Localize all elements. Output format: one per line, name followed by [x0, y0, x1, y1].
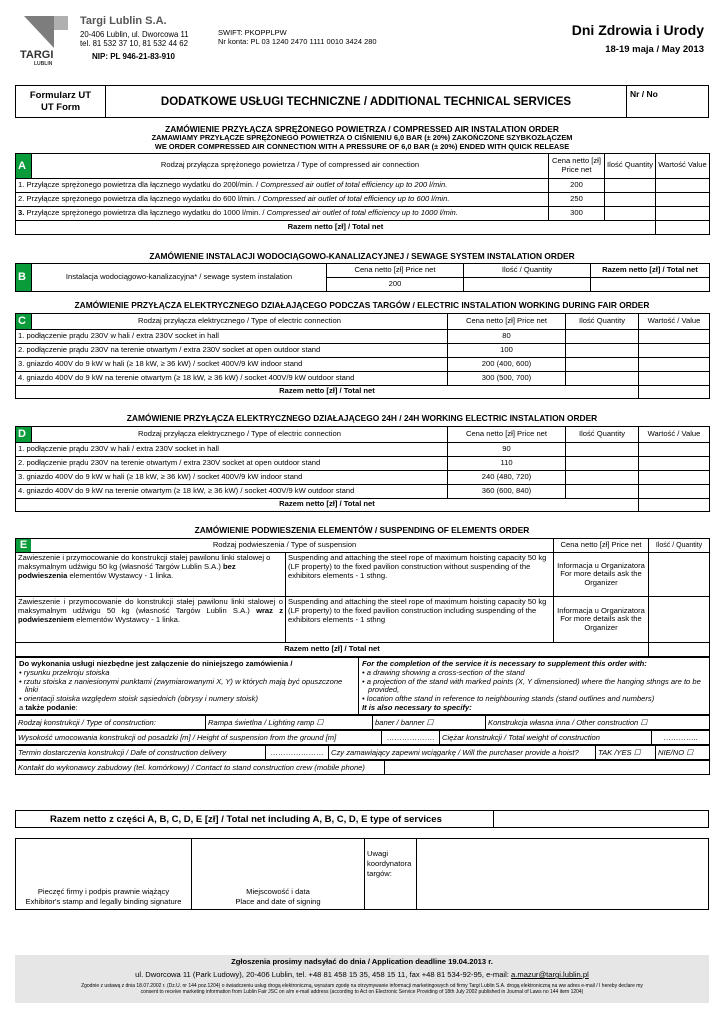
- row-number: 3.: [18, 207, 25, 217]
- table-row: 4. gniazdo 400V do 9 kW na terenie otwartym (≥ 18 kW, ≥ 36 kW) / socket 400V/9 kW outdoor stand: [16, 371, 448, 385]
- row-label-pl: Przyłącze sprężonego powietrza dla łącznego wydatku do 600 l/min. /: [26, 193, 263, 203]
- attachment-pl: [16, 658, 359, 715]
- list-item-text: orientacji stoiska względem stoisk sąsiednich (obrysy i numery stoisk): [23, 693, 259, 703]
- signature-block: [15, 838, 709, 910]
- section-c-total-label: Razem netto [zł] / Total net: [16, 385, 639, 398]
- section-b-table: [15, 263, 710, 292]
- row-label-en: Compressed air outlet of total efficiency up to 1000 l/min.: [266, 207, 458, 217]
- height-field[interactable]: ……………….: [382, 731, 440, 745]
- row-price: 200 (400, 600): [448, 357, 566, 371]
- row-label-pl: Przyłącze sprężonego powietrza dla łącznego wydatku do 1000 l/min. /: [26, 207, 267, 217]
- grand-total-row: [15, 810, 709, 828]
- attachment-en-also: It is also necessary to specify:: [362, 702, 472, 712]
- grand-total-field[interactable]: [494, 811, 708, 827]
- section-d-table: [15, 426, 710, 512]
- form-label: [16, 86, 106, 117]
- section-c-letter: C: [16, 314, 32, 330]
- row-price-info: Informacja u Organizatora For more details ask the Organizer: [554, 597, 649, 643]
- attachment-requirements: [15, 657, 710, 715]
- contact-label: Kontakt do wykonawcy zabudowy (tel. komórkowy) / Contact to stand construction crew (mobile phone): [16, 761, 385, 775]
- form-label-en: UT Form: [40, 101, 81, 113]
- table-row: 1. podłączenie prądu 230V w hali / extra 230V socket in hall: [16, 442, 448, 456]
- section-e: [15, 525, 709, 775]
- section-e-type-header: [16, 539, 554, 553]
- section-e-total-field[interactable]: [649, 643, 710, 657]
- delivery-date-field[interactable]: …………………: [266, 746, 329, 760]
- footer: [15, 955, 709, 1003]
- legal-consent-en: consent to receive marketing information from Lublin Fair JSC on a/m e-mail address (according to Act on Electronic Service Providing of 18th July 2002 published in Journal of Laws no 144 item 1204): [140, 989, 584, 995]
- row-price: 90: [448, 442, 566, 456]
- quantity-field[interactable]: [566, 442, 639, 456]
- row-label-en: Suspending and attaching the steel rope of maximum hoisting capacity 50 kg (LF property) to the fixed pavilion construction without suspending of the exhibitors elements - 1 sthng.: [286, 553, 554, 597]
- bank-info: [218, 28, 377, 46]
- section-a-qty-header: Ilość Quantity: [605, 153, 656, 178]
- place-label-en: Place and date of signing: [235, 897, 321, 907]
- value-field[interactable]: [639, 484, 710, 498]
- height-label: Wysokość umocowania konstrukcji od posadzki [m] / Height of suspension from the ground [m]: [16, 731, 382, 745]
- company-nip: NIP: PL 946-21-83-910: [92, 52, 176, 61]
- construction-height-row: [15, 730, 710, 745]
- quantity-field[interactable]: [649, 597, 710, 643]
- value-field[interactable]: [639, 371, 710, 385]
- table-row: [16, 206, 549, 220]
- section-c-value-header: Wartość / Value: [639, 314, 710, 330]
- list-item: • rzutu stoiska z naniesionymi punktami (zwymiarowanymi X, Y) w których mają być opuszczone linki: [19, 676, 343, 695]
- value-field[interactable]: [639, 470, 710, 484]
- section-a-total-label: Razem netto [zł] / Total net: [16, 220, 656, 234]
- table-row: 1. podłączenie prądu 230V w hali / extra 230V socket in hall: [16, 329, 448, 343]
- row-label-en: Compressed air outlet of total efficiency up to 600 l/min.: [262, 193, 450, 203]
- company-info: [80, 15, 230, 61]
- section-e-type-label: Rodzaj podwieszenia / Type of suspension: [212, 540, 357, 550]
- section-b-price: 200: [327, 278, 464, 292]
- row-price: 300: [549, 206, 605, 220]
- section-a-table: [15, 153, 710, 235]
- row-label-pl-end: elementów Wystawcy - 1 linka.: [67, 570, 174, 580]
- account-number: Nr konta: PL 03 1240 2470 1111 0010 3424 280: [218, 37, 377, 46]
- quantity-field[interactable]: [649, 553, 710, 597]
- legal-consent-pl: Zgodnie z ustawą z dnia 18.07.2002 r. (Dz.U. nr 144 poz.1204) o świadczeniu usług drogą elektroniczną, wyrażam zgodę na otrzymywanie informacji marketingowych od firmy Targi Lublin S.A. drogą elektroniczną na ww adres e-mail / I hereby declare my: [81, 983, 643, 989]
- quantity-field[interactable]: [566, 329, 639, 343]
- row-price: 200: [549, 178, 605, 192]
- quantity-field[interactable]: [605, 192, 656, 206]
- contact-row: [15, 760, 710, 775]
- value-field[interactable]: [639, 456, 710, 470]
- row-label-pl-bold: bez podwieszenia: [18, 561, 236, 580]
- quantity-field[interactable]: [464, 278, 591, 292]
- section-b-letter: B: [16, 264, 32, 292]
- section-d-letter: D: [16, 427, 32, 443]
- row-price: 110: [448, 456, 566, 470]
- table-row: 2. podłączenie prądu 230V na terenie otwartym / extra 230V socket at open outdoor stand: [16, 343, 448, 357]
- event-dates: 18-19 maja / May 2013: [605, 44, 704, 55]
- row-label-pl-bold: wraz z podwieszeniem: [18, 605, 283, 624]
- row-number: 2.: [18, 193, 25, 203]
- section-e-letter: E: [16, 539, 31, 552]
- construction-type-row: [15, 715, 710, 730]
- quantity-field[interactable]: [605, 206, 656, 220]
- table-row: 3. gniazdo 400V do 9 kW w hali (≥ 18 kW, ≥ 36 kW) / socket 400V/9 kW indoor stand: [16, 470, 448, 484]
- value-field[interactable]: [639, 357, 710, 371]
- construction-type-label: Rodzaj konstrukcji / Type of construction:: [16, 716, 206, 730]
- row-label-pl: Zawieszenie i przymocowanie do konstrukcji stałej pawilonu linki stalowej o maksymalnym udźwigu 50 kg (własność Targów Lublin S.A.): [18, 597, 283, 615]
- section-d: [15, 413, 709, 512]
- list-item: • rysunku przekroju stoiska: [19, 667, 110, 677]
- table-row: 4. gniazdo 400V do 9 kW na terenie otwartym (≥ 18 kW, ≥ 36 kW) / socket 400V/9 kW outdoor stand: [16, 484, 448, 498]
- section-d-value-header: Wartość / Value: [639, 427, 710, 443]
- contact-phone-field[interactable]: [385, 761, 710, 775]
- section-a-value-header: Wartość Value: [656, 153, 710, 178]
- section-a-subtitle-pl: ZAMAWIAMY PRZYŁĄCZE SPRĘŻONEGO POWIETRZA O CIŚNIENIU 6,0 BAR (± 20%) ZAKOŃCZONE SZYBKOZŁĄCZEM: [151, 133, 573, 143]
- section-c-total-field[interactable]: [639, 385, 710, 398]
- weight-label: Ciężar konstrukcji / Total weight of construction: [440, 731, 652, 745]
- form-number-field[interactable]: [626, 86, 708, 117]
- company-name: Targi Lublin S.A.: [80, 15, 167, 27]
- value-field[interactable]: [639, 329, 710, 343]
- section-c: [15, 300, 709, 399]
- quantity-field[interactable]: [566, 343, 639, 357]
- stamp-label-en: Exhibitor's stamp and legally binding signature: [25, 897, 182, 907]
- also-prefix: a: [19, 702, 26, 712]
- footer-contact: [15, 970, 709, 979]
- row-label-pl: Zawieszenie i przymocowanie do konstrukcji stałej pawilonu linki stalowej o maksymalnym udźwigu 50 kg (własność Targów Lublin S.A.): [18, 553, 271, 571]
- section-c-type-header: Rodzaj przyłącza elektrycznego / Type of electric connection: [32, 314, 448, 330]
- logo: [20, 14, 70, 66]
- quantity-field[interactable]: [566, 371, 639, 385]
- section-c-table: [15, 313, 710, 399]
- list-item-text: rysunku przekroju stoiska: [23, 667, 110, 677]
- list-item: • location ofthe stand in reference to neighbouring stands (stand outlines and numbers): [362, 693, 655, 703]
- row-label-en: Suspending and attaching the steel rope of maximum hoisting capacity 50 kg (LF property) to the fixed pavilion construction including suspending of the exhibitors elements - 1 sthng: [286, 597, 554, 643]
- place-date-area[interactable]: [192, 839, 365, 909]
- table-row: [16, 553, 286, 597]
- delivery-label: Termin dostarczenia konstrukcji / Dafe of construction delivery: [16, 746, 266, 760]
- place-label-pl: Miejscowość i data: [246, 887, 310, 897]
- list-item-text: location ofthe stand in reference to neighbouring stands (stand outlines and numbers): [366, 693, 655, 703]
- list-item-text: rzutu stoiska z naniesionymi punktami (zwymiarowanymi X, Y) w których mają być opuszczone linki: [23, 676, 343, 695]
- row-price: 360 (600, 840): [448, 484, 566, 498]
- section-e-total-label: Razem netto [zł] / Total net: [16, 643, 649, 657]
- table-row: [16, 178, 549, 192]
- section-a: [15, 124, 709, 235]
- section-a-price-header: Cena netto [zł] Price net: [549, 153, 605, 178]
- swift: SWIFT: PKOPPLPW: [218, 28, 287, 37]
- remarks-label: Uwagi koordynatora targów:: [365, 839, 417, 909]
- section-b-qty-header: Ilość / Quantity: [464, 264, 591, 278]
- remarks-field[interactable]: [417, 839, 708, 909]
- also-suffix: :: [75, 702, 78, 712]
- attachment-en-title: For the completion of the service it is necessary to supplement this order with:: [362, 659, 647, 669]
- value-field[interactable]: [656, 192, 710, 206]
- form-title: DODATKOWE USŁUGI TECHNICZNE / ADDITIONAL TECHNICAL SERVICES: [160, 95, 572, 108]
- quantity-field[interactable]: [566, 357, 639, 371]
- list-item-text: a drawing showing a cross-section of the stand: [366, 667, 525, 677]
- list-item: • a projection of the stand with marked points (X, Y dimensioned) where the hanging sthngs are to be provided,: [362, 676, 701, 695]
- section-d-title: ZAMÓWIENIE PRZYŁĄCZA ELEKTRYCZNEGO DZIAŁAJĄCEGO 24H / 24H WORKING ELECTRIC INSTALATION ORDER: [126, 413, 598, 423]
- email-link[interactable]: a.mazur@targi.lublin.pl: [511, 970, 589, 979]
- section-b-total-header: Razem netto [zł] / Total net: [591, 264, 710, 278]
- row-label-pl: Przyłącze sprężonego powietrza dla łącznego wydatku do 200l/min. /: [26, 179, 261, 189]
- table-row: 3. gniazdo 400V do 9 kW w hali (≥ 18 kW, ≥ 36 kW) / socket 400V/9 kW indoor stand: [16, 357, 448, 371]
- weight-field[interactable]: …………..: [652, 731, 710, 745]
- form-number-label: Nr / No: [630, 89, 658, 99]
- quantity-field[interactable]: [566, 484, 639, 498]
- section-d-total-field[interactable]: [639, 498, 710, 511]
- deadline: Zgłoszenia prosimy nadsyłać do dnia / Application deadline 19.04.2013 r.: [231, 957, 493, 966]
- row-price: 80: [448, 329, 566, 343]
- company-tel: tel. 81 532 37 10, 81 532 44 62: [80, 39, 188, 48]
- stamp-label-pl: Pieczęć firmy i podpis prawnie wiążący: [37, 887, 170, 897]
- table-row: [16, 192, 549, 206]
- section-c-title: ZAMÓWIENIE PRZYŁĄCZA ELEKTRYCZNEGO DZIAŁAJĄCEGO PODCZAS TARGÓW / ELECTRIC INSTALATION WORKING DURING FAIR ORDER: [74, 300, 650, 310]
- value-field[interactable]: [656, 178, 710, 192]
- table-row: 2. podłączenie prądu 230V na terenie otwartym / extra 230V socket at open outdoor stand: [16, 456, 448, 470]
- section-e-price-header: Cena netto [zł] Price net: [554, 539, 649, 553]
- quantity-field[interactable]: [566, 470, 639, 484]
- quantity-field[interactable]: [566, 456, 639, 470]
- event-info: [572, 22, 704, 55]
- form-label-pl: Formularz UT: [29, 89, 92, 101]
- hoist-question: Czy zamawiający zapewni wciągarkę / Will the purchaser provide a hoist?: [329, 746, 596, 760]
- grand-total-label: Razem netto z części A, B, C, D, E [zł] / Total net including A, B, C, D, E type of services: [16, 811, 494, 827]
- row-label-pl-end: elementów Wystawcy - 1 linka.: [74, 614, 180, 624]
- logo-subtext: LUBLIN: [34, 61, 53, 67]
- row-price: 100: [448, 343, 566, 357]
- section-a-total-field[interactable]: [656, 220, 710, 234]
- section-e-table: [15, 538, 710, 657]
- value-field[interactable]: [656, 206, 710, 220]
- value-field[interactable]: [639, 343, 710, 357]
- row-number: 1.: [18, 179, 25, 189]
- section-c-qty-header: Ilość Quantity: [566, 314, 639, 330]
- section-c-price-header: Cena netto [zł] Price net: [448, 314, 566, 330]
- form-title-bar: [15, 85, 709, 118]
- row-label-en: Compressed air outlet of total efficiency up to 200 l/min.: [260, 179, 448, 189]
- section-a-letter: A: [16, 153, 32, 178]
- list-item: • orientacji stoiska względem stoisk sąsiednich (obrysy i numery stoisk): [19, 693, 259, 703]
- section-b-price-header: Cena netto [zł] Price net: [327, 264, 464, 278]
- total-field[interactable]: [591, 278, 710, 292]
- logo-shape-icon: [20, 14, 70, 50]
- section-d-qty-header: Ilość Quantity: [566, 427, 639, 443]
- hoist-yes-checkbox[interactable]: TAK /YES ☐: [596, 746, 656, 760]
- section-b-title: ZAMÓWIENIE INSTALACJI WODOCIĄGOWO-KANALIZACYJNEJ / SEWAGE SYSTEM INSTALATION ORDER: [149, 251, 575, 261]
- section-a-title: ZAMÓWIENIE PRZYŁĄCZA SPRĘŻONEGO POWIETRZA / COMPRESSED AIR INSTALATION ORDER: [165, 124, 559, 134]
- table-row: [16, 597, 286, 643]
- section-d-price-header: Cena netto [zł] Price net: [448, 427, 566, 443]
- also-bold: także podanie: [25, 702, 76, 712]
- delivery-row: [15, 745, 710, 760]
- attachment-pl-title: Do wykonania usługi niezbędne jest załączenie do niniejszego zamówienia /: [19, 659, 293, 669]
- quantity-field[interactable]: [605, 178, 656, 192]
- attachment-pl-also: [19, 704, 355, 713]
- row-price: 300 (500, 700): [448, 371, 566, 385]
- hoist-no-checkbox[interactable]: NIE/NO ☐: [656, 746, 710, 760]
- section-a-type-header: Rodzaj przyłącza sprężonego powietrza / Type of compressed air connection: [32, 153, 549, 178]
- section-e-qty-header: Ilość / Quantity: [649, 539, 710, 553]
- other-construction-checkbox[interactable]: Konstrukcja własna inna / Other construction ☐: [486, 716, 710, 730]
- value-field[interactable]: [639, 442, 710, 456]
- event-title: Dni Zdrowia i Urody: [571, 22, 704, 38]
- section-e-title: ZAMÓWIENIE PODWIESZENIA ELEMENTÓW / SUSPENDING OF ELEMENTS ORDER: [194, 525, 530, 535]
- lighting-ramp-checkbox[interactable]: Rampa świetlna / Lighting ramp ☐: [206, 716, 373, 730]
- row-price: 250: [549, 192, 605, 206]
- footer-address: ul. Dworcowa 11 (Park Ludowy), 20-406 Lublin, tel. +48 81 458 15 35, 458 15 11, fax +48 81 534-92-95, e-mail:: [135, 970, 512, 979]
- stamp-area[interactable]: [16, 839, 192, 909]
- section-b-label: Instalacja wodociągowo-kanalizacyjna* / sewage system instalation: [32, 264, 327, 292]
- list-item-text: a projection of the stand with marked points (X, Y dimensioned) where the hanging sthngs are to be provided,: [366, 676, 701, 695]
- row-price-info: Informacja u Organizatora For more details ask the Organizer: [554, 553, 649, 597]
- section-d-total-label: Razem netto [zł] / Total net: [16, 498, 639, 511]
- list-item: • a drawing showing a cross-section of the stand: [362, 667, 525, 677]
- section-b: [15, 251, 709, 292]
- attachment-en: [359, 658, 710, 715]
- banner-checkbox[interactable]: baner / banner ☐: [373, 716, 486, 730]
- company-address: 20-406 Lublin, ul. Dworcowa 11: [80, 30, 189, 39]
- row-price: 240 (480, 720): [448, 470, 566, 484]
- section-a-subtitle-en: WE ORDER COMPRESSED AIR CONNECTION WITH A PRESSURE OF 6,0 BAR (± 20%) ENDED WITH QUICK RELEASE: [154, 141, 570, 151]
- section-d-type-header: Rodzaj przyłącza elektrycznego / Type of electric connection: [32, 427, 448, 443]
- logo-text: TARGI: [20, 49, 54, 61]
